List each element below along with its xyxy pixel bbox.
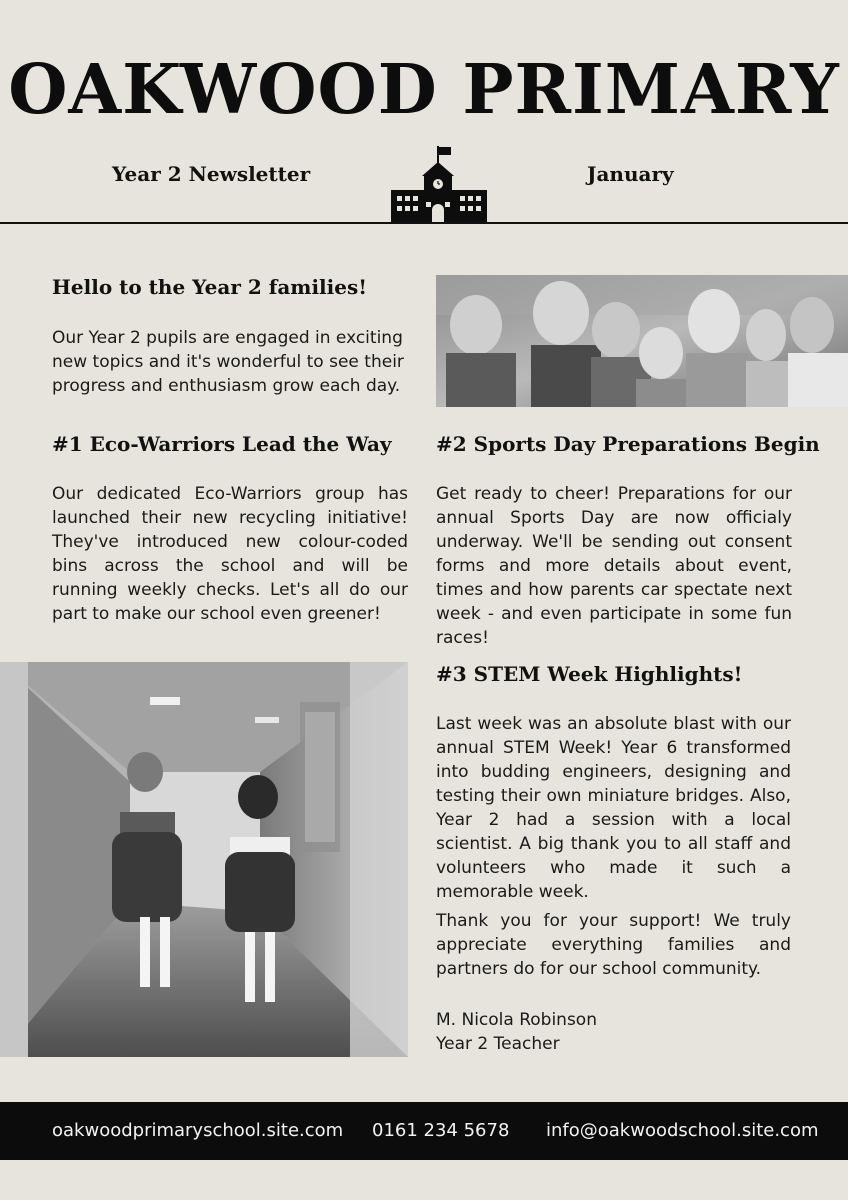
- intro-heading: Hello to the Year 2 families!: [52, 275, 368, 299]
- article3-heading: #3 STEM Week Highlights!: [436, 662, 743, 686]
- closing-message: Thank you for your support! We truly appreciate everything families and partners do for our school community.: [436, 911, 791, 979]
- school-hallway-photo: [0, 662, 408, 1057]
- article2-body: Get ready to cheer! Preparations for our annual Sports Day are now officialy underway. We'll be sending out consent forms and more details about event, times and how parents car spectate next week - and even participate in some fun races!: [436, 484, 792, 648]
- website-link[interactable]: oakwoodprimaryschool.site.com: [52, 1120, 344, 1141]
- article1-body: Our dedicated Eco-Warriors group has launched their new recycling initiative! They've introduced new colour-coded bins across the school and will be running weekly checks. Let's all do our part to make our school even greener!: [52, 484, 408, 624]
- newsletter-subtitle: Year 2 Newsletter: [112, 162, 311, 186]
- school-building-icon: [388, 144, 490, 224]
- newsletter-month: January: [587, 162, 674, 186]
- article3-body: Last week was an absolute blast with our annual STEM Week! Year 6 transformed into budding engineers, designing and testing their own miniature bridges. Also, Year 2 had a session with a local scientist. A big thank you to all staff and volunteers who made it such a memorable week.: [436, 714, 791, 902]
- intro-body: Our Year 2 pupils are engaged in exciting new topics and it's wonderful to see their progress and enthusiasm grow each day.: [52, 328, 404, 396]
- masthead-divider: [0, 222, 848, 224]
- contact-footer: [0, 1102, 848, 1160]
- article2-heading: #2 Sports Day Preparations Begin: [436, 432, 820, 456]
- children-group-photo: [436, 275, 848, 407]
- signature-name: M. Nicola Robinson: [436, 1010, 597, 1030]
- article1-heading: #1 Eco-Warriors Lead the Way: [52, 432, 392, 456]
- signature-role: Year 2 Teacher: [436, 1034, 560, 1054]
- newsletter-title: OAKWOOD PRIMARY: [8, 50, 840, 130]
- email-link[interactable]: info@oakwoodschool.site.com: [546, 1120, 819, 1141]
- phone-number[interactable]: 0161 234 5678: [372, 1120, 510, 1141]
